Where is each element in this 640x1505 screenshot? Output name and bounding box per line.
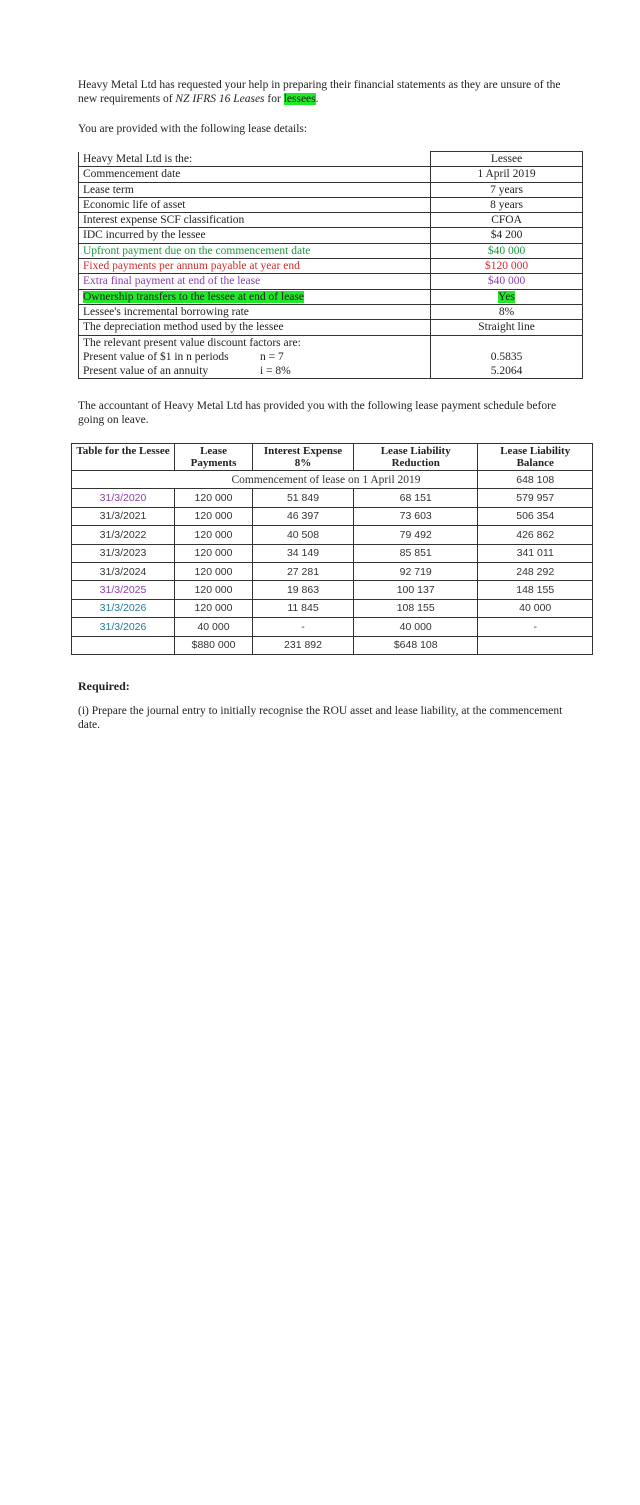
schedule-cell-date: 31/3/2026: [72, 618, 175, 636]
detail-row: [79, 152, 583, 167]
schedule-cell-balance: 148 155: [478, 581, 593, 599]
total-interest: 231 892: [253, 636, 354, 654]
schedule-row: [72, 489, 593, 507]
total-payment: $880 000: [175, 636, 253, 654]
schedule-cell-interest: 11 845: [253, 599, 354, 617]
schedule-cell-payment: 120 000: [175, 544, 253, 562]
detail-label: [79, 243, 431, 258]
total-reduction: $648 108: [353, 636, 477, 654]
detail-label: [79, 182, 431, 197]
detail-row: [79, 182, 583, 197]
detail-row: [79, 167, 583, 182]
schedule-cell-interest: -: [253, 618, 354, 636]
schedule-cell-balance: 341 011: [478, 544, 593, 562]
schedule-cell-interest: 46 397: [253, 507, 354, 525]
schedule-cell-reduction: 40 000: [353, 618, 477, 636]
opening-balance: 648 108: [478, 471, 593, 489]
totals-row: [72, 636, 593, 654]
schedule-cell-interest: 51 849: [253, 489, 354, 507]
detail-value-text: $40 000: [487, 244, 526, 257]
schedule-row: [72, 618, 593, 636]
schedule-cell-date: 31/3/2024: [72, 562, 175, 580]
schedule-row: [72, 599, 593, 617]
detail-label-text: Ownership transfers to the lessee at end of lease: [83, 290, 304, 303]
detail-label-text: Lease term: [83, 183, 134, 196]
detail-row: [79, 289, 583, 304]
schedule-cell-date: 31/3/2025: [72, 581, 175, 599]
detail-label-text: The depreciation method used by the lessee: [83, 321, 284, 334]
detail-value: [431, 152, 583, 167]
schedule-cell-reduction: 79 492: [353, 526, 477, 544]
detail-label: [79, 259, 431, 274]
commencement-label: Commencement of lease on 1 April 2019: [175, 471, 478, 489]
schedule-cell-balance: 579 957: [478, 489, 593, 507]
schedule-cell-date: 31/3/2020: [72, 489, 175, 507]
schedule-cell-payment: 120 000: [175, 526, 253, 544]
schedule-cell-interest: 34 149: [253, 544, 354, 562]
required-heading: Required:: [78, 679, 130, 693]
detail-value: [431, 364, 583, 379]
detail-value: [431, 274, 583, 289]
schedule-cell-date: 31/3/2023: [72, 544, 175, 562]
detail-label: [79, 335, 431, 350]
detail-value: [431, 335, 583, 350]
schedule-cell-payment: 120 000: [175, 581, 253, 599]
detail-label-text: Extra final payment at end of the lease: [83, 275, 261, 288]
lease-details-table: [78, 151, 583, 379]
detail-label-text: IDC incurred by the lessee: [83, 229, 206, 242]
detail-row: [79, 320, 583, 335]
detail-value-text: $40 000: [487, 275, 526, 288]
header-liability-reduction: Lease Liability Reduction: [353, 444, 477, 471]
detail-value-text: Lessee: [490, 153, 523, 165]
detail-label: [79, 350, 431, 364]
detail-value-text: 7 years: [490, 183, 523, 196]
detail-value-text: CFOA: [491, 214, 522, 227]
schedule-cell-balance: 40 000: [478, 599, 593, 617]
schedule-cell-date: 31/3/2026: [72, 599, 175, 617]
detail-label: [79, 364, 431, 379]
totals-blank: [478, 636, 593, 654]
detail-label-text: Interest expense SCF classification: [83, 214, 245, 227]
schedule-cell-balance: 426 862: [478, 526, 593, 544]
detail-label-text: Lessee's incremental borrowing rate: [83, 305, 249, 318]
schedule-cell-reduction: 92 719: [353, 562, 477, 580]
intro-text-3: .: [315, 93, 319, 105]
schedule-cell-interest: 40 508: [253, 526, 354, 544]
header-liability-balance: Lease Liability Balance: [478, 444, 593, 471]
schedule-cell-payment: 120 000: [175, 562, 253, 580]
schedule-cell-date: 31/3/2021: [72, 507, 175, 525]
detail-value: [431, 289, 583, 304]
schedule-cell-reduction: 73 603: [353, 507, 477, 525]
detail-value: [431, 259, 583, 274]
detail-value-text: 8 years: [490, 198, 523, 211]
detail-value-text: 8%: [498, 305, 515, 318]
detail-sub: n = 7: [260, 350, 284, 363]
commencement-row: [72, 471, 593, 489]
detail-label: [79, 167, 431, 182]
detail-label-text: Present value of $1 in n periods: [83, 350, 229, 363]
schedule-cell-interest: 19 863: [253, 581, 354, 599]
detail-label: [79, 213, 431, 228]
detail-value: [431, 304, 583, 319]
detail-label-text: Economic life of asset: [83, 198, 186, 211]
standard-name: NZ IFRS 16 Leases: [175, 93, 265, 105]
detail-row: [79, 259, 583, 274]
intro-text: Heavy Metal Ltd has requested your help in preparing their financial statements as they are unsure of the new requirements of: [78, 79, 561, 105]
detail-value-text: 0.5835: [490, 350, 523, 363]
detail-label-text: Upfront payment due on the commencement date: [83, 244, 311, 257]
header-interest-expense: Interest Expense 8%: [253, 444, 354, 471]
schedule-row: [72, 507, 593, 525]
detail-row: [79, 228, 583, 243]
schedule-cell-payment: 120 000: [175, 599, 253, 617]
schedule-cell-reduction: 108 155: [353, 599, 477, 617]
detail-label: [79, 274, 431, 289]
required-item: (i) Prepare the journal entry to initially recognise the ROU asset and lease liability, at the commencement date.: [78, 705, 563, 731]
detail-row: [79, 304, 583, 319]
detail-label-text: Present value of an annuity: [83, 365, 209, 378]
detail-value: [431, 197, 583, 212]
detail-row: [79, 350, 583, 364]
detail-value: [431, 243, 583, 258]
schedule-cell-interest: 27 281: [253, 562, 354, 580]
schedule-cell-reduction: 68 151: [353, 489, 477, 507]
lease-schedule-table: [71, 443, 593, 655]
intro-paragraph: [78, 78, 568, 106]
intro-text-2: for: [264, 93, 284, 105]
detail-value: [431, 350, 583, 364]
detail-value: [431, 167, 583, 182]
detail-label: [79, 228, 431, 243]
detail-label: [79, 304, 431, 319]
totals-blank: [72, 636, 175, 654]
schedule-cell-balance: 506 354: [478, 507, 593, 525]
detail-value-text: $120 000: [484, 260, 529, 273]
schedule-cell-balance: -: [478, 618, 593, 636]
detail-label: [79, 289, 431, 304]
detail-row: [79, 364, 583, 379]
detail-value: [431, 228, 583, 243]
detail-label: [79, 197, 431, 212]
detail-value-text: Yes: [498, 290, 515, 303]
schedule-cell-payment: 120 000: [175, 507, 253, 525]
header-table-for-lessee: Table for the Lessee: [72, 444, 175, 471]
schedule-cell-reduction: 85 851: [353, 544, 477, 562]
schedule-cell-payment: 120 000: [175, 489, 253, 507]
detail-row: [79, 213, 583, 228]
highlighted-word: lessees: [283, 93, 316, 105]
schedule-row: [72, 581, 593, 599]
schedule-row: [72, 544, 593, 562]
detail-value-text: Straight line: [478, 321, 535, 334]
detail-row: [79, 243, 583, 258]
detail-value-text: $4 200: [490, 229, 523, 242]
schedule-cell-payment: 40 000: [175, 618, 253, 636]
detail-label: [79, 320, 431, 335]
schedule-row: [72, 562, 593, 580]
detail-label-text: Fixed payments per annum payable at year end: [83, 260, 300, 273]
detail-sub: i = 8%: [260, 365, 291, 378]
detail-label-text: Heavy Metal Ltd is the:: [83, 152, 193, 165]
detail-value-text: 5.2064: [490, 365, 523, 378]
detail-value: [431, 213, 583, 228]
detail-row: [79, 335, 583, 350]
header-lease-payments: Lease Payments: [175, 444, 253, 471]
detail-row: [79, 274, 583, 289]
detail-label-text: Commencement date: [83, 168, 181, 181]
schedule-cell-balance: 248 292: [478, 562, 593, 580]
detail-row: [79, 197, 583, 212]
provided-text: You are provided with the following lease details:: [78, 123, 308, 135]
detail-value-text: 1 April 2019: [477, 168, 536, 181]
detail-value: [431, 182, 583, 197]
detail-label-text: The relevant present value discount factors are:: [83, 336, 301, 349]
accountant-text: The accountant of Heavy Metal Ltd has provided you with the following lease payment schedule before going on leave.: [78, 400, 557, 426]
schedule-cell-reduction: 100 137: [353, 581, 477, 599]
detail-label: [79, 152, 431, 167]
detail-value: [431, 320, 583, 335]
schedule-row: [72, 526, 593, 544]
schedule-cell-date: 31/3/2022: [72, 526, 175, 544]
